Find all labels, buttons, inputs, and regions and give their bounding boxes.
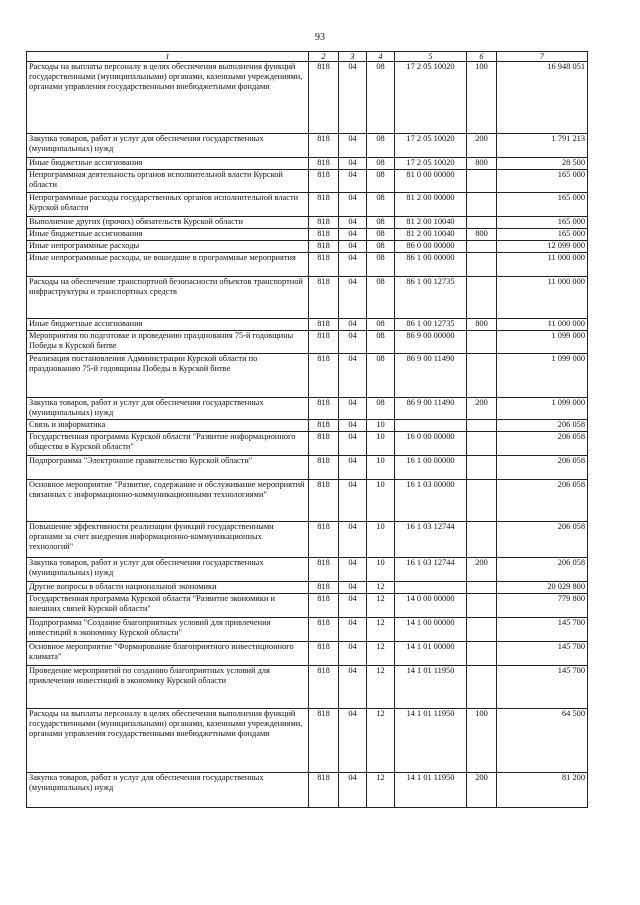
row-section-cell: 04 bbox=[339, 354, 367, 398]
row-name-cell: Государственная программа Курской области "Развитие экономики и внешних связей Курской области" bbox=[27, 594, 309, 618]
row-target-article-cell: 86 1 00 12735 bbox=[395, 319, 467, 331]
row-target-article-cell: 14 1 01 11950 bbox=[395, 773, 467, 808]
row-name-cell: Расходы на обеспечение транспортной безопасности объектов транспортной инфраструктуры и транспортных средств bbox=[27, 277, 309, 319]
row-subsection-cell: 10 bbox=[367, 480, 395, 522]
row-name-cell: Закупка товаров, работ и услуг для обеспечения государственных (муниципальных) нужд bbox=[27, 134, 309, 158]
row-subsection-cell: 08 bbox=[367, 398, 395, 420]
row-expense-type-cell bbox=[467, 666, 497, 709]
row-subsection-cell: 08 bbox=[367, 134, 395, 158]
row-amount-cell: 1 099 000 bbox=[497, 331, 588, 354]
row-section-cell: 04 bbox=[339, 253, 367, 277]
table-row bbox=[27, 582, 588, 594]
table-row bbox=[27, 253, 588, 277]
row-name-cell: Повышение эффективности реализации функций государственными органами за счет внедрения информационно-коммуникационных технологий" bbox=[27, 522, 309, 558]
row-expense-type-cell: 200 bbox=[467, 398, 497, 420]
table-row bbox=[27, 480, 588, 522]
row-amount-cell: 206 058 bbox=[497, 522, 588, 558]
row-amount-cell: 12 099 000 bbox=[497, 241, 588, 253]
table-row bbox=[27, 158, 588, 170]
row-section-cell: 04 bbox=[339, 709, 367, 773]
row-name-cell: Иные бюджетные ассигнования bbox=[27, 319, 309, 331]
row-subsection-cell: 08 bbox=[367, 354, 395, 398]
row-name-cell: Расходы на выплаты персоналу в целях обеспечения выполнения функций государственными (муниципальными) органами, казенными учреждениями, органами управления государственными внебюджетными фондами bbox=[27, 62, 309, 134]
row-expense-type-cell bbox=[467, 582, 497, 594]
row-subsection-cell: 12 bbox=[367, 618, 395, 642]
row-target-article-cell: 81 2 00 10040 bbox=[395, 217, 467, 229]
row-target-article-cell: 86 9 00 11490 bbox=[395, 354, 467, 398]
table-row bbox=[27, 354, 588, 398]
table-row bbox=[27, 709, 588, 773]
header-cell: 6 bbox=[467, 52, 497, 62]
row-section-cell: 04 bbox=[339, 158, 367, 170]
row-amount-cell: 206 058 bbox=[497, 420, 588, 432]
row-name-cell: Закупка товаров, работ и услуг для обеспечения государственных (муниципальных) нужд bbox=[27, 558, 309, 582]
row-section-cell: 04 bbox=[339, 666, 367, 709]
row-ministry-cell: 818 bbox=[309, 480, 339, 522]
row-section-cell: 04 bbox=[339, 134, 367, 158]
row-section-cell: 04 bbox=[339, 241, 367, 253]
row-amount-cell: 206 058 bbox=[497, 558, 588, 582]
row-expense-type-cell bbox=[467, 193, 497, 217]
table-row bbox=[27, 241, 588, 253]
row-ministry-cell: 818 bbox=[309, 158, 339, 170]
row-target-article-cell: 86 9 00 11490 bbox=[395, 398, 467, 420]
row-target-article-cell bbox=[395, 420, 467, 432]
row-amount-cell: 145 700 bbox=[497, 618, 588, 642]
row-ministry-cell: 818 bbox=[309, 642, 339, 666]
header-cell: 7 bbox=[497, 52, 588, 62]
row-name-cell: Государственная программа Курской области "Развитие информационного общества в Курской области" bbox=[27, 432, 309, 456]
row-subsection-cell: 12 bbox=[367, 582, 395, 594]
row-amount-cell: 64 500 bbox=[497, 709, 588, 773]
row-expense-type-cell: 100 bbox=[467, 709, 497, 773]
table-row bbox=[27, 331, 588, 354]
row-subsection-cell: 08 bbox=[367, 241, 395, 253]
row-ministry-cell: 818 bbox=[309, 319, 339, 331]
row-expense-type-cell bbox=[467, 480, 497, 522]
row-amount-cell: 11 000 000 bbox=[497, 253, 588, 277]
row-name-cell: Непрограммные расходы государственных органов исполнительной власти Курской области bbox=[27, 193, 309, 217]
row-subsection-cell: 12 bbox=[367, 594, 395, 618]
row-section-cell: 04 bbox=[339, 319, 367, 331]
row-name-cell: Другие вопросы в области национальной экономики bbox=[27, 582, 309, 594]
row-target-article-cell: 17 2 05 10020 bbox=[395, 158, 467, 170]
table-row bbox=[27, 277, 588, 319]
row-target-article-cell: 14 1 00 00000 bbox=[395, 618, 467, 642]
row-ministry-cell: 818 bbox=[309, 432, 339, 456]
row-ministry-cell: 818 bbox=[309, 773, 339, 808]
table-row bbox=[27, 420, 588, 432]
row-ministry-cell: 818 bbox=[309, 618, 339, 642]
row-target-article-cell: 86 1 00 12735 bbox=[395, 277, 467, 319]
row-target-article-cell: 17 2 05 10020 bbox=[395, 62, 467, 134]
row-ministry-cell: 818 bbox=[309, 277, 339, 319]
row-amount-cell: 28 500 bbox=[497, 158, 588, 170]
table-row bbox=[27, 522, 588, 558]
row-expense-type-cell bbox=[467, 618, 497, 642]
table-row bbox=[27, 618, 588, 642]
row-section-cell: 04 bbox=[339, 62, 367, 134]
row-target-article-cell: 86 1 00 00000 bbox=[395, 253, 467, 277]
row-section-cell: 04 bbox=[339, 642, 367, 666]
table-row bbox=[27, 134, 588, 158]
row-expense-type-cell: 200 bbox=[467, 558, 497, 582]
row-section-cell: 04 bbox=[339, 558, 367, 582]
row-ministry-cell: 818 bbox=[309, 217, 339, 229]
row-amount-cell: 11 000 000 bbox=[497, 319, 588, 331]
row-subsection-cell: 10 bbox=[367, 522, 395, 558]
row-subsection-cell: 08 bbox=[367, 253, 395, 277]
row-target-article-cell: 16 1 03 00000 bbox=[395, 480, 467, 522]
row-section-cell: 04 bbox=[339, 618, 367, 642]
row-ministry-cell: 818 bbox=[309, 170, 339, 193]
row-subsection-cell: 08 bbox=[367, 331, 395, 354]
table-row bbox=[27, 773, 588, 808]
row-subsection-cell: 12 bbox=[367, 773, 395, 808]
row-ministry-cell: 818 bbox=[309, 134, 339, 158]
budget-table bbox=[26, 51, 588, 808]
row-target-article-cell: 14 1 01 00000 bbox=[395, 642, 467, 666]
row-amount-cell: 145 700 bbox=[497, 666, 588, 709]
row-target-article-cell: 81 2 00 00000 bbox=[395, 193, 467, 217]
row-name-cell: Проведение мероприятий по созданию благоприятных условий для привлечения инвестиций в экономику Курской области bbox=[27, 666, 309, 709]
table-header-row bbox=[27, 52, 588, 62]
row-section-cell: 04 bbox=[339, 193, 367, 217]
row-section-cell: 04 bbox=[339, 170, 367, 193]
row-expense-type-cell: 100 bbox=[467, 62, 497, 134]
row-amount-cell: 165 000 bbox=[497, 170, 588, 193]
row-expense-type-cell bbox=[467, 420, 497, 432]
row-subsection-cell: 10 bbox=[367, 558, 395, 582]
table-row bbox=[27, 456, 588, 480]
table-row bbox=[27, 594, 588, 618]
row-section-cell: 04 bbox=[339, 420, 367, 432]
row-section-cell: 04 bbox=[339, 398, 367, 420]
row-ministry-cell: 818 bbox=[309, 193, 339, 217]
row-expense-type-cell: 200 bbox=[467, 134, 497, 158]
table-row bbox=[27, 229, 588, 241]
row-expense-type-cell bbox=[467, 354, 497, 398]
row-subsection-cell: 08 bbox=[367, 217, 395, 229]
row-target-article-cell: 14 1 01 11950 bbox=[395, 666, 467, 709]
row-subsection-cell: 08 bbox=[367, 62, 395, 134]
row-expense-type-cell bbox=[467, 277, 497, 319]
row-subsection-cell: 12 bbox=[367, 642, 395, 666]
row-amount-cell: 11 000 000 bbox=[497, 277, 588, 319]
table-row bbox=[27, 170, 588, 193]
row-subsection-cell: 08 bbox=[367, 229, 395, 241]
row-amount-cell: 206 058 bbox=[497, 480, 588, 522]
table-row bbox=[27, 62, 588, 134]
row-target-article-cell: 17 2 05 10020 bbox=[395, 134, 467, 158]
row-ministry-cell: 818 bbox=[309, 398, 339, 420]
row-amount-cell: 165 000 bbox=[497, 229, 588, 241]
row-target-article-cell: 86 0 00 00000 bbox=[395, 241, 467, 253]
row-name-cell: Мероприятия по подготовке и проведению празднования 75-й годовщины Победы в Курской битве bbox=[27, 331, 309, 354]
row-name-cell: Связь и информатика bbox=[27, 420, 309, 432]
row-amount-cell: 1 099 000 bbox=[497, 398, 588, 420]
row-expense-type-cell bbox=[467, 217, 497, 229]
row-section-cell: 04 bbox=[339, 522, 367, 558]
row-ministry-cell: 818 bbox=[309, 582, 339, 594]
row-ministry-cell: 818 bbox=[309, 709, 339, 773]
row-expense-type-cell: 800 bbox=[467, 319, 497, 331]
row-name-cell: Иные бюджетные ассигнования bbox=[27, 229, 309, 241]
row-section-cell: 04 bbox=[339, 594, 367, 618]
row-section-cell: 04 bbox=[339, 582, 367, 594]
row-expense-type-cell: 800 bbox=[467, 229, 497, 241]
row-target-article-cell: 14 1 01 11950 bbox=[395, 709, 467, 773]
row-subsection-cell: 10 bbox=[367, 456, 395, 480]
row-ministry-cell: 818 bbox=[309, 229, 339, 241]
row-expense-type-cell bbox=[467, 642, 497, 666]
table-row bbox=[27, 193, 588, 217]
row-subsection-cell: 08 bbox=[367, 319, 395, 331]
table-row bbox=[27, 642, 588, 666]
row-ministry-cell: 818 bbox=[309, 253, 339, 277]
row-expense-type-cell bbox=[467, 170, 497, 193]
row-target-article-cell: 16 1 00 00000 bbox=[395, 456, 467, 480]
row-expense-type-cell: 800 bbox=[467, 158, 497, 170]
row-amount-cell: 20 029 800 bbox=[497, 582, 588, 594]
row-expense-type-cell bbox=[467, 594, 497, 618]
row-name-cell: Основное мероприятие "Развитие, содержание и обслуживание мероприятий связанных с информационно-коммуникационными технологиями" bbox=[27, 480, 309, 522]
row-ministry-cell: 818 bbox=[309, 666, 339, 709]
row-name-cell: Подпрограмма "Создание благоприятных условий для привлечения инвестиций в экономику Курской области" bbox=[27, 618, 309, 642]
table-row bbox=[27, 558, 588, 582]
row-ministry-cell: 818 bbox=[309, 558, 339, 582]
table-body bbox=[27, 62, 588, 808]
header-cell: 2 bbox=[309, 52, 339, 62]
row-name-cell: Основное мероприятие "Формирование благоприятного инвестиционного климата" bbox=[27, 642, 309, 666]
row-section-cell: 04 bbox=[339, 217, 367, 229]
row-subsection-cell: 10 bbox=[367, 420, 395, 432]
row-target-article-cell: 14 0 00 00000 bbox=[395, 594, 467, 618]
table-row bbox=[27, 398, 588, 420]
row-name-cell: Иные непрограммные расходы bbox=[27, 241, 309, 253]
row-ministry-cell: 818 bbox=[309, 331, 339, 354]
row-subsection-cell: 08 bbox=[367, 158, 395, 170]
row-target-article-cell: 86 9 00 00000 bbox=[395, 331, 467, 354]
row-expense-type-cell bbox=[467, 522, 497, 558]
row-target-article-cell: 81 0 00 00000 bbox=[395, 170, 467, 193]
table-row bbox=[27, 217, 588, 229]
row-section-cell: 04 bbox=[339, 773, 367, 808]
row-name-cell: Иные непрограммные расходы, не вошедшие в программные мероприятия bbox=[27, 253, 309, 277]
row-amount-cell: 206 058 bbox=[497, 432, 588, 456]
row-subsection-cell: 08 bbox=[367, 193, 395, 217]
row-expense-type-cell bbox=[467, 456, 497, 480]
row-target-article-cell: 16 0 00 00000 bbox=[395, 432, 467, 456]
table-row bbox=[27, 319, 588, 331]
row-name-cell: Выполнение других (прочих) обязательств Курской области bbox=[27, 217, 309, 229]
row-expense-type-cell bbox=[467, 253, 497, 277]
row-name-cell: Закупка товаров, работ и услуг для обеспечения государственных (муниципальных) нужд bbox=[27, 398, 309, 420]
table-row bbox=[27, 432, 588, 456]
row-subsection-cell: 12 bbox=[367, 709, 395, 773]
row-target-article-cell: 16 1 03 12744 bbox=[395, 522, 467, 558]
row-section-cell: 04 bbox=[339, 331, 367, 354]
page-number: 93 bbox=[315, 32, 325, 43]
row-target-article-cell: 81 2 00 10040 bbox=[395, 229, 467, 241]
row-subsection-cell: 08 bbox=[367, 277, 395, 319]
row-amount-cell: 81 200 bbox=[497, 773, 588, 808]
row-amount-cell: 165 000 bbox=[497, 193, 588, 217]
row-amount-cell: 16 948 051 bbox=[497, 62, 588, 134]
row-amount-cell: 145 700 bbox=[497, 642, 588, 666]
row-section-cell: 04 bbox=[339, 432, 367, 456]
row-expense-type-cell bbox=[467, 331, 497, 354]
row-amount-cell: 206 058 bbox=[497, 456, 588, 480]
row-section-cell: 04 bbox=[339, 456, 367, 480]
row-target-article-cell bbox=[395, 582, 467, 594]
row-target-article-cell: 16 1 03 12744 bbox=[395, 558, 467, 582]
row-amount-cell: 779 800 bbox=[497, 594, 588, 618]
row-amount-cell: 165 000 bbox=[497, 217, 588, 229]
row-expense-type-cell: 200 bbox=[467, 773, 497, 808]
row-ministry-cell: 818 bbox=[309, 241, 339, 253]
row-name-cell: Непрограммная деятельность органов исполнительной власти Курской области bbox=[27, 170, 309, 193]
row-subsection-cell: 12 bbox=[367, 666, 395, 709]
row-ministry-cell: 818 bbox=[309, 456, 339, 480]
row-section-cell: 04 bbox=[339, 277, 367, 319]
header-cell: 5 bbox=[395, 52, 467, 62]
row-ministry-cell: 818 bbox=[309, 420, 339, 432]
row-name-cell: Расходы на выплаты персоналу в целях обеспечения выполнения функций государственными (муниципальными) органами, казенными учреждениями, органами управления государственными внебюджетными фондами bbox=[27, 709, 309, 773]
table-row bbox=[27, 666, 588, 709]
row-ministry-cell: 818 bbox=[309, 354, 339, 398]
header-cell: 4 bbox=[367, 52, 395, 62]
header-cell: 1 bbox=[27, 52, 309, 62]
row-subsection-cell: 10 bbox=[367, 432, 395, 456]
row-name-cell: Подпрограмма "Электронное правительство Курской области" bbox=[27, 456, 309, 480]
row-ministry-cell: 818 bbox=[309, 522, 339, 558]
row-name-cell: Иные бюджетные ассигнования bbox=[27, 158, 309, 170]
row-ministry-cell: 818 bbox=[309, 62, 339, 134]
row-expense-type-cell bbox=[467, 432, 497, 456]
row-subsection-cell: 08 bbox=[367, 170, 395, 193]
row-ministry-cell: 818 bbox=[309, 594, 339, 618]
row-section-cell: 04 bbox=[339, 229, 367, 241]
row-section-cell: 04 bbox=[339, 480, 367, 522]
row-name-cell: Закупка товаров, работ и услуг для обеспечения государственных (муниципальных) нужд bbox=[27, 773, 309, 808]
row-amount-cell: 1 099 000 bbox=[497, 354, 588, 398]
row-expense-type-cell bbox=[467, 241, 497, 253]
header-cell: 3 bbox=[339, 52, 367, 62]
row-amount-cell: 1 791 213 bbox=[497, 134, 588, 158]
row-name-cell: Реализация постановления Администрации Курской области по празднованию 75-й годовщины Победы в Курской битве bbox=[27, 354, 309, 398]
